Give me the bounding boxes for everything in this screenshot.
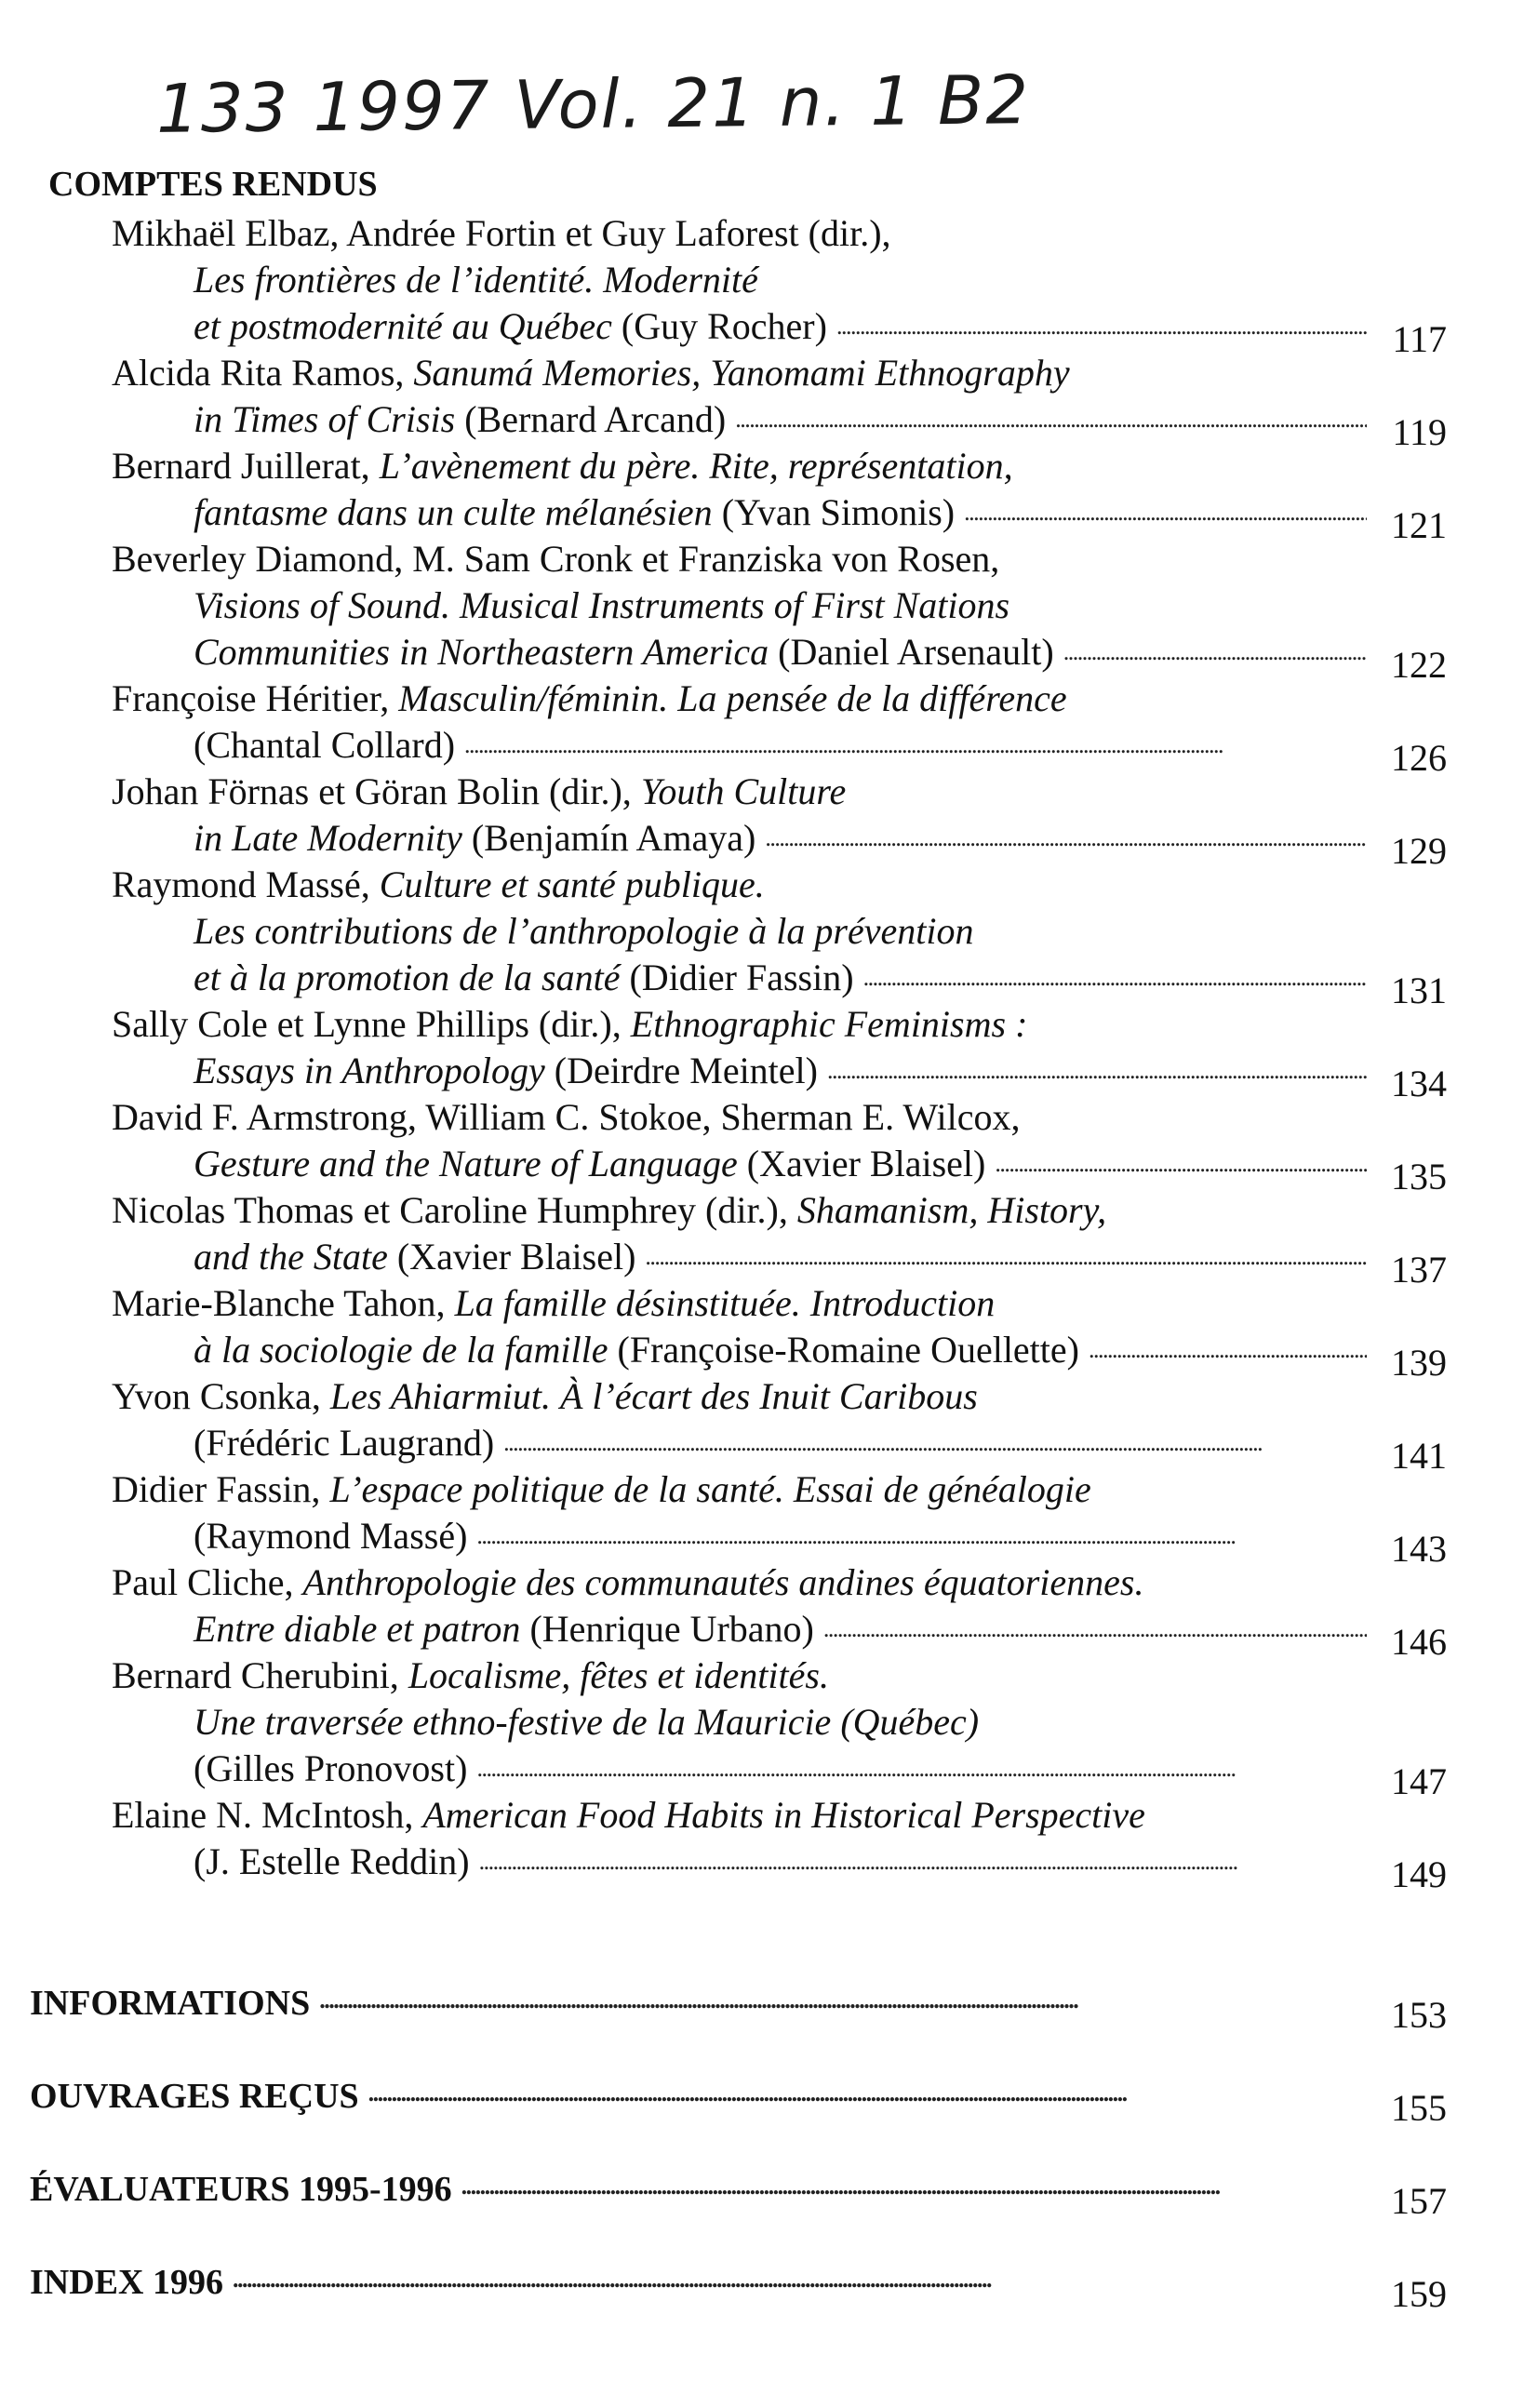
main-sections-list (30, 1931, 1447, 2315)
toc-entry-line (112, 257, 1447, 303)
entry-text (194, 303, 827, 350)
main-section-row (30, 2117, 1447, 2222)
dot-leader (461, 2173, 1367, 2201)
dot-leader (827, 1057, 1367, 1085)
entry-text (194, 815, 755, 862)
entry-text (112, 212, 891, 254)
dot-leader (995, 1150, 1367, 1178)
toc-entry (112, 1280, 1447, 1384)
entry-text (112, 1189, 1106, 1231)
toc-entry-line (112, 1513, 1447, 1570)
toc-entry (112, 210, 1447, 360)
main-section-title: INDEX 1996 (30, 2263, 223, 2302)
toc-entry (112, 350, 1447, 453)
toc-entry-line (112, 1327, 1447, 1384)
entry-text (194, 584, 1009, 626)
book-title: Culture et santé publique. (379, 863, 765, 905)
toc-entry (112, 1652, 1447, 1802)
entry-text-segment: (Yvan Simonis) (712, 491, 956, 533)
toc-entry-line (112, 1466, 1447, 1513)
entry-text-segment: (J. Estelle Reddin) (194, 1840, 470, 1882)
toc-entry-line (112, 1699, 1447, 1746)
dot-leader (476, 1522, 1367, 1550)
entry-text-segment: Sally Cole et Lynne Phillips (dir.), (112, 1003, 631, 1045)
toc-entry-line (112, 1652, 1447, 1699)
toc-entry-line (112, 1420, 1447, 1477)
entry-text (194, 1606, 814, 1652)
page-number: 139 (1391, 1342, 1447, 1384)
entry-text (112, 1561, 1143, 1603)
book-title: à la sociologie de la famille (194, 1329, 608, 1371)
entry-text (112, 445, 1013, 487)
entry-text (194, 1701, 979, 1743)
entry-text (194, 955, 854, 1001)
entry-text-segment: (Gilles Pronovost) (194, 1747, 468, 1789)
section-title-comptes-rendus: COMPTES RENDUS (48, 165, 378, 204)
toc-entry-line (112, 443, 1447, 489)
entry-text-segment: Beverley Diamond, M. Sam Cronk et Franziska von Rosen, (112, 538, 1000, 580)
main-section-title: INFORMATIONS (30, 1984, 311, 2023)
toc-entry (112, 862, 1447, 1011)
toc-entry (112, 1187, 1447, 1291)
toc-entry-line (112, 350, 1447, 396)
entry-text (194, 1234, 635, 1280)
entry-text-segment: Elaine N. McIntosh, (112, 1794, 423, 1836)
toc-entry (112, 769, 1447, 872)
page-number: 155 (1391, 2087, 1447, 2129)
book-title: Une traversée ethno-festive de la Mauricie (Québec) (194, 1701, 980, 1743)
toc-entry-line (112, 815, 1447, 872)
book-title: Ethnographic Feminisms : (630, 1003, 1028, 1045)
toc-entry-line (112, 955, 1447, 1011)
book-title: Masculin/féminin. La pensée de la différence (398, 677, 1067, 719)
dot-leader (836, 313, 1367, 341)
toc-entry (112, 443, 1447, 546)
entry-text (194, 1141, 985, 1187)
page-number: 143 (1391, 1528, 1447, 1570)
entry-text-segment: (Xavier Blaisel) (737, 1143, 986, 1184)
toc-entry-line (112, 582, 1447, 629)
entry-text-segment: Didier Fassin, (112, 1468, 330, 1510)
book-title: American Food Habits in Historical Perspective (422, 1794, 1145, 1836)
toc-entry (112, 676, 1447, 779)
dot-leader (464, 731, 1367, 759)
page-number: 141 (1391, 1435, 1447, 1477)
book-title: Essays in Anthropology (194, 1050, 545, 1091)
entry-text-segment: (Benjamín Amaya) (461, 817, 756, 859)
toc-entry-line (112, 629, 1447, 686)
dot-leader (1063, 638, 1367, 666)
entry-text-segment: Mikhaël Elbaz, Andrée Fortin et Guy Laforest (dir.), (112, 212, 891, 254)
dot-leader (964, 499, 1367, 527)
page-number: 129 (1391, 830, 1447, 872)
toc-entry (112, 1559, 1447, 1663)
toc-entry-line (112, 210, 1447, 257)
book-title: Visions of Sound. Musical Instruments of First Nations (194, 584, 1010, 626)
dot-leader (1089, 1336, 1367, 1364)
toc-entry (112, 1001, 1447, 1104)
dot-leader (765, 824, 1367, 852)
book-title: and the State (194, 1236, 388, 1278)
toc-entry-line (112, 862, 1447, 908)
toc-entry-line (112, 396, 1447, 453)
page-number: 122 (1391, 644, 1447, 686)
main-section-row (30, 1931, 1447, 2036)
entry-text-segment: (Chantal Collard) (194, 724, 456, 766)
entry-text (194, 629, 1054, 676)
book-title: Les frontières de l’identité. Modernité (194, 259, 758, 301)
entry-text-segment: Marie-Blanche Tahon, (112, 1282, 455, 1324)
book-title: in Late Modernity (194, 817, 462, 859)
entry-text (112, 677, 1067, 719)
entry-text-segment: (Bernard Arcand) (455, 398, 727, 440)
entry-text-segment: Bernard Cherubini, (112, 1654, 408, 1696)
book-title: Anthropologie des communautés andines équatoriennes. (302, 1561, 1144, 1603)
toc-entry (112, 1373, 1447, 1477)
entry-text (194, 1513, 467, 1559)
page-number: 117 (1392, 318, 1447, 360)
entry-text-segment: (Françoise-Romaine Ouellette) (608, 1329, 1079, 1371)
entry-text-segment: (Deirdre Meintel) (544, 1050, 818, 1091)
dot-leader (319, 1987, 1367, 2014)
entry-text-segment: (Henrique Urbano) (520, 1608, 814, 1650)
entry-text-segment: Johan Förnas et Göran Bolin (dir.), (112, 770, 641, 812)
dot-leader (503, 1429, 1367, 1457)
entry-text (194, 1420, 494, 1466)
page-number: 137 (1391, 1249, 1447, 1291)
page-number: 134 (1391, 1063, 1447, 1104)
book-title: Localisme, fêtes et identités. (408, 1654, 829, 1696)
dot-leader (233, 2266, 1367, 2294)
toc-entry-line (112, 676, 1447, 722)
toc-entry-line (112, 1280, 1447, 1327)
book-title: Les Ahiarmiut. À l’écart des Inuit Caribous (329, 1375, 978, 1417)
main-section-title: ÉVALUATEURS 1995-1996 (30, 2170, 452, 2209)
entry-text (194, 1327, 1079, 1373)
page-number: 157 (1391, 2180, 1447, 2222)
entry-text-segment: (Raymond Massé) (194, 1515, 468, 1557)
toc-entry-line (112, 1001, 1447, 1048)
entry-text (112, 1654, 829, 1696)
entry-text-segment: Françoise Héritier, (112, 677, 399, 719)
page-number: 121 (1391, 504, 1447, 546)
book-title: Gesture and the Nature of Language (194, 1143, 738, 1184)
toc-entry-line (112, 908, 1447, 955)
toc-entry-line (112, 1141, 1447, 1197)
entry-text-segment: Paul Cliche, (112, 1561, 303, 1603)
toc-entry-line (112, 1839, 1447, 1895)
toc-entry (112, 536, 1447, 686)
entry-text (112, 1468, 1091, 1510)
toc-entry-line (112, 1187, 1447, 1234)
book-title: Youth Culture (640, 770, 847, 812)
page-number: 146 (1391, 1621, 1447, 1663)
entry-text (194, 259, 758, 301)
book-title: et à la promotion de la santé (194, 957, 621, 998)
toc-entry-line (112, 722, 1447, 779)
toc-entry (112, 1094, 1447, 1197)
entry-text-segment: Raymond Massé, (112, 863, 380, 905)
entry-text (112, 1003, 1027, 1045)
entry-text-segment: Yvon Csonka, (112, 1375, 330, 1417)
toc-entry-line (112, 536, 1447, 582)
toc-entry-line (112, 1048, 1447, 1104)
toc-entry-line (112, 1373, 1447, 1420)
dot-leader (645, 1243, 1367, 1271)
toc-entry-line (112, 1746, 1447, 1802)
entry-text (194, 1746, 467, 1792)
dot-leader (823, 1615, 1367, 1643)
page-number: 153 (1391, 1994, 1447, 2036)
page-number: 147 (1391, 1760, 1447, 1802)
entry-text-segment: (Daniel Arsenault) (769, 631, 1054, 673)
book-title: Les contributions de l’anthropologie à la prévention (194, 910, 974, 952)
toc-entry-line (112, 303, 1447, 360)
entry-text-segment: (Guy Rocher) (611, 305, 827, 347)
dot-leader (479, 1848, 1367, 1876)
entry-text (112, 1282, 995, 1324)
toc-entry-line (112, 1559, 1447, 1606)
entry-text (194, 722, 455, 769)
entry-text (194, 1048, 818, 1094)
entry-text (112, 1794, 1145, 1836)
book-title: fantasme dans un culte mélanésien (194, 491, 713, 533)
entry-text (194, 1839, 470, 1885)
toc-entry-line (112, 769, 1447, 815)
book-title: in Times of Crisis (194, 398, 456, 440)
handwritten-annotation: 133 1997 Vol. 21 n. 1 B2 (155, 60, 1031, 148)
toc-entry (112, 1792, 1447, 1895)
book-title: L’espace politique de la santé. Essai de généalogie (329, 1468, 1091, 1510)
dot-leader (863, 964, 1367, 992)
toc-entry-line (112, 1606, 1447, 1663)
toc-entry-line (112, 1094, 1447, 1141)
toc-entry-line (112, 1792, 1447, 1839)
entry-text (112, 770, 846, 812)
entry-text (194, 396, 726, 443)
entry-text (112, 863, 765, 905)
book-title: Entre diable et patron (194, 1608, 521, 1650)
dot-leader (735, 406, 1367, 434)
main-section-row (30, 2024, 1447, 2129)
page-number: 119 (1392, 411, 1447, 453)
entry-text (112, 538, 999, 580)
main-section-title: OUVRAGES REÇUS (30, 2077, 359, 2116)
toc-entry (112, 1466, 1447, 1570)
entry-text (112, 1375, 978, 1417)
toc-entry-line (112, 1234, 1447, 1291)
book-title: Communities in Northeastern America (194, 631, 769, 673)
entry-text-segment: (Didier Fassin) (620, 957, 854, 998)
book-title: Sanumá Memories, Yanomami Ethnography (413, 352, 1070, 394)
entry-text (112, 1096, 1020, 1138)
book-title: La famille désinstituée. Introduction (454, 1282, 996, 1324)
entry-text-segment: Alcida Rita Ramos, (112, 352, 414, 394)
entry-text-segment: Bernard Juillerat, (112, 445, 380, 487)
dot-leader (368, 2080, 1367, 2107)
main-section-row (30, 2210, 1447, 2315)
toc-entry-line (112, 489, 1447, 546)
book-title: et postmodernité au Québec (194, 305, 612, 347)
entry-text-segment: David F. Armstrong, William C. Stokoe, Sherman E. Wilcox, (112, 1096, 1021, 1138)
entry-text (194, 910, 973, 952)
review-entries-list (0, 210, 1524, 1895)
entry-text-segment: Nicolas Thomas et Caroline Humphrey (dir.), (112, 1189, 797, 1231)
entry-text (112, 352, 1070, 394)
page-number: 159 (1391, 2273, 1447, 2315)
book-title: Shamanism, History, (796, 1189, 1107, 1231)
page-number: 126 (1391, 737, 1447, 779)
page-number: 131 (1391, 970, 1447, 1011)
dot-leader (476, 1755, 1367, 1783)
entry-text-segment: (Frédéric Laugrand) (194, 1422, 495, 1464)
entry-text-segment: (Xavier Blaisel) (387, 1236, 636, 1278)
page-number: 149 (1391, 1853, 1447, 1895)
book-title: L’avènement du père. Rite, représentation, (379, 445, 1013, 487)
page-number: 135 (1391, 1156, 1447, 1197)
entry-text (194, 489, 955, 536)
